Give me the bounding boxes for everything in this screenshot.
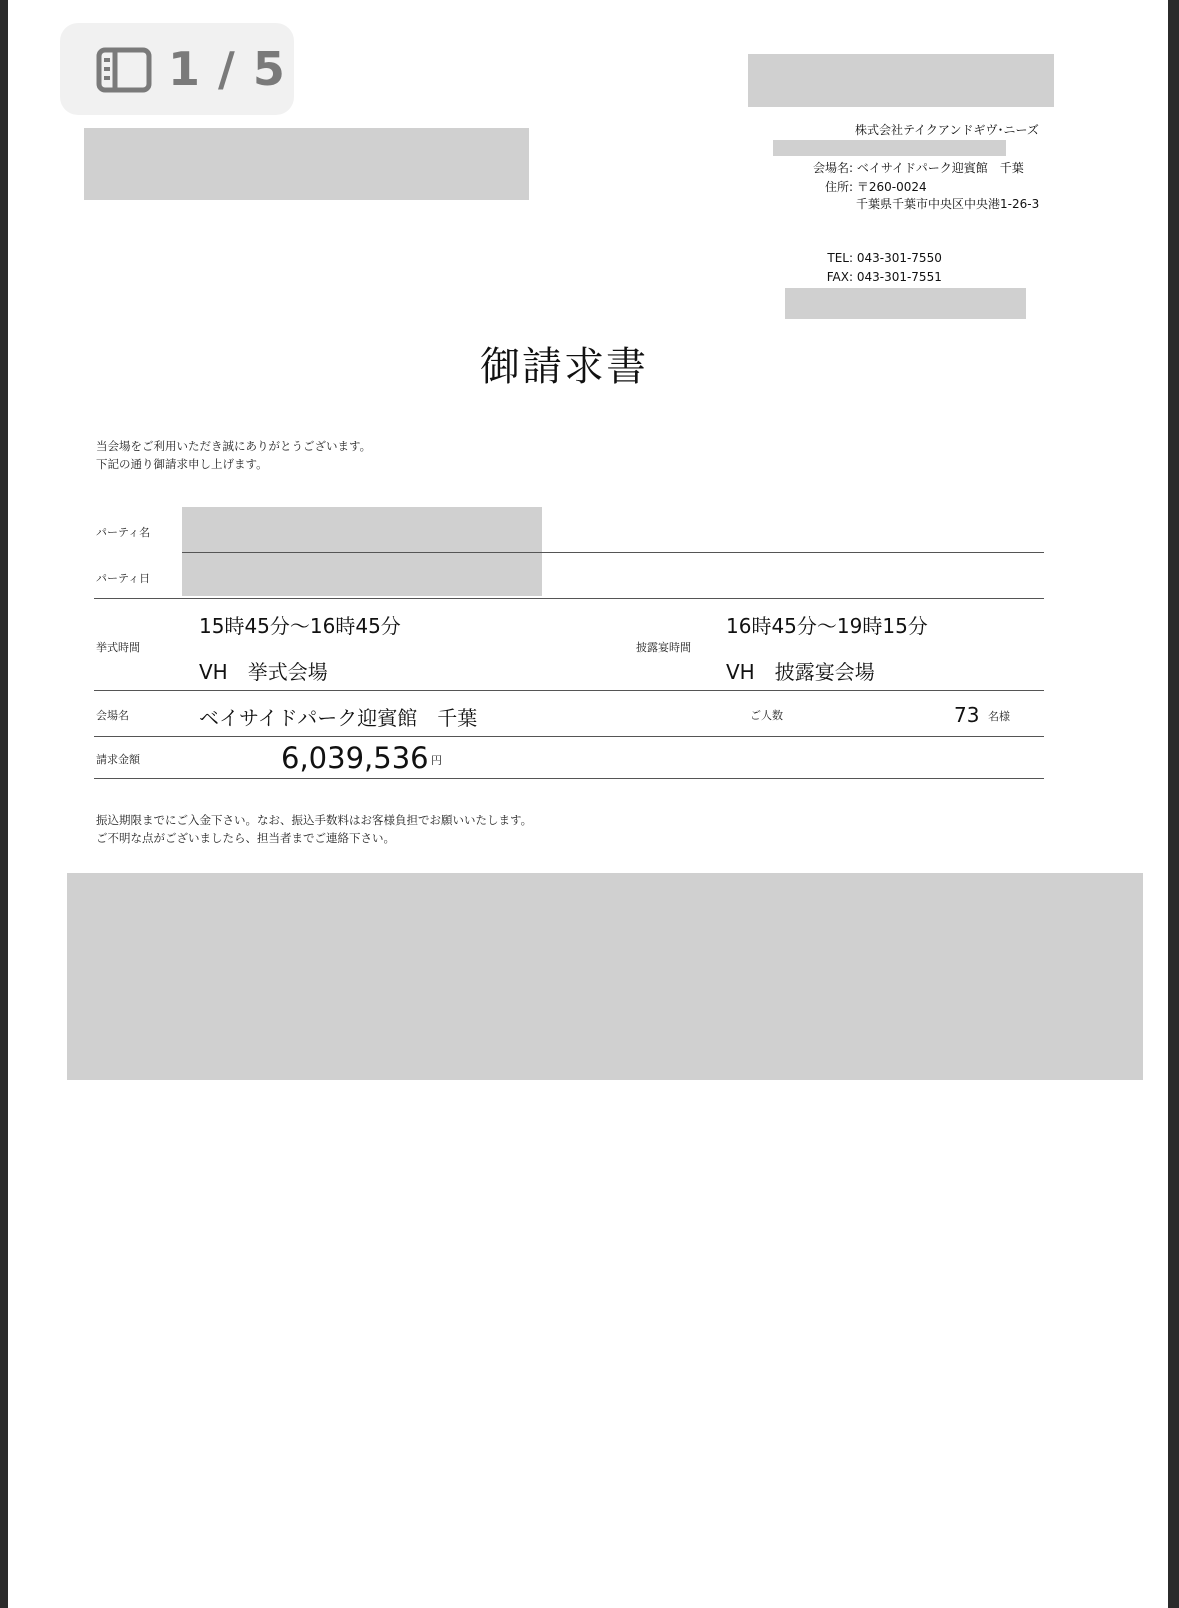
sender-postal: 〒260-0024 xyxy=(856,180,927,194)
payment-notice xyxy=(96,811,532,847)
sender-venue-value: ベイサイドパーク迎賓館 千葉 xyxy=(856,161,1024,175)
greeting xyxy=(96,437,371,473)
row-divider xyxy=(94,736,1044,737)
redacted-block xyxy=(84,128,529,200)
notice-line-1: 振込期限までにご入金下さい。なお、振込手数料はお客様負担でお願いいたします。 xyxy=(96,813,533,827)
venue-label: 会場名 xyxy=(96,709,129,722)
greeting-line-2: 下記の通り御請求申し上げます。 xyxy=(96,457,268,471)
sender-tel-label: TEL: xyxy=(827,251,853,265)
row-divider xyxy=(182,552,1044,553)
document-title: 御請求書 xyxy=(480,344,648,390)
ceremony-time: 15時45分～16時45分 xyxy=(199,614,401,638)
redacted-block xyxy=(748,54,1054,107)
sender-company: 株式会社テイクアンドギヴ･ニーズ xyxy=(855,123,1039,137)
sender-venue-row xyxy=(809,159,1024,176)
party-name-label: パーティ名 xyxy=(96,526,151,539)
reception-time: 16時45分～19時15分 xyxy=(726,614,928,638)
venue-value: ベイサイドパーク迎賓館 千葉 xyxy=(199,706,478,730)
row-divider xyxy=(94,598,1044,599)
redacted-block xyxy=(773,140,1006,156)
page-number-text: 1 / 5 xyxy=(168,42,286,96)
sender-venue-label: 会場名: xyxy=(812,161,853,175)
amount-label: 請求金額 xyxy=(96,753,140,766)
sender-tel-row xyxy=(809,251,942,265)
redacted-block xyxy=(785,288,1026,319)
reception-time-label: 披露宴時間 xyxy=(636,641,691,654)
amount-unit: 円 xyxy=(431,754,442,767)
guests-count: 73 xyxy=(954,703,980,727)
viewer-right-edge xyxy=(1168,0,1179,1608)
viewer-left-edge xyxy=(0,0,8,1608)
ceremony-place: VH 挙式会場 xyxy=(199,660,328,684)
notice-line-2: ご不明な点がございましたら、担当者までご連絡下さい。 xyxy=(96,831,395,845)
redacted-block xyxy=(67,873,1143,1080)
sender-fax: 043-301-7551 xyxy=(856,270,942,284)
greeting-line-1: 当会場をご利用いただき誠にありがとうございます。 xyxy=(96,439,372,453)
guests-label: ご人数 xyxy=(750,709,783,722)
row-divider xyxy=(94,778,1044,779)
party-date-label: パーティ日 xyxy=(96,572,151,585)
sender-address-row xyxy=(809,178,927,195)
sender-fax-row xyxy=(809,270,942,284)
sidebar-toggle-icon[interactable] xyxy=(96,47,152,93)
ceremony-time-label: 挙式時間 xyxy=(96,641,140,654)
sender-fax-label: FAX: xyxy=(826,270,853,284)
guests-unit: 名様 xyxy=(988,710,1010,723)
row-divider xyxy=(94,690,1044,691)
invoice-amount: 6,039,536 xyxy=(281,741,429,775)
sender-address-line: 千葉県千葉市中央区中央港1-26-3 xyxy=(856,197,1040,211)
sender-tel: 043-301-7550 xyxy=(856,251,942,265)
reception-place: VH 披露宴会場 xyxy=(726,660,875,684)
sender-address-label: 住所: xyxy=(824,180,853,194)
page-indicator[interactable] xyxy=(60,23,294,115)
